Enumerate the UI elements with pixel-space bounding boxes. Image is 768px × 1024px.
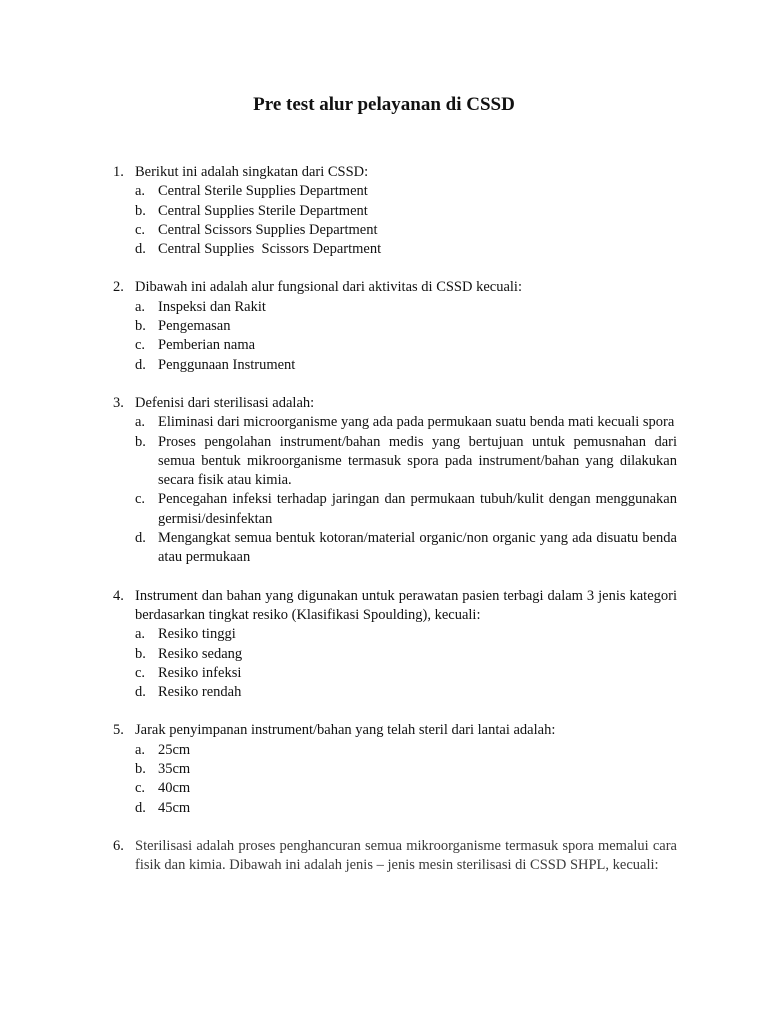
question-number: 6. [113,837,124,854]
option-letter: c. [135,337,146,354]
option-letter: b. [135,645,146,662]
document-title: Pre test alur pelayanan di CSSD [253,94,515,115]
option-item [135,779,677,798]
option-list [135,741,677,818]
option-text: Mengangkat semua bentuk kotoran/material organic/non organic yang ada disuatu benda atau permukaan [158,530,677,566]
option-letter: a. [135,183,146,200]
question-text: Dibawah ini adalah alur fungsional dari aktivitas di CSSD kecuali: [135,279,522,296]
option-list [135,298,677,375]
option-letter: b. [135,202,146,219]
option-item [135,298,677,317]
option-text: Resiko rendah [158,684,242,701]
option-text: 40cm [158,780,191,797]
option-item [135,490,677,529]
question-number: 3. [113,394,124,411]
option-letter: d. [135,530,146,547]
option-list [135,182,677,259]
option-item [135,799,677,818]
option-letter: d. [135,241,146,258]
option-list [135,413,677,567]
option-item [135,664,677,683]
option-text: Inspeksi dan Rakit [158,298,266,315]
question-item [113,587,677,703]
option-text: 45cm [158,799,191,816]
option-letter: c. [135,780,146,797]
option-item [135,221,677,240]
question-list [113,163,677,895]
option-letter: c. [135,221,146,238]
option-letter: a. [135,741,146,758]
option-item [135,413,677,432]
question-text: Berikut ini adalah singkatan dari CSSD: [135,164,369,180]
option-text: Pengemasan [158,318,231,335]
question-number: 2. [113,279,124,296]
option-text: Resiko sedang [158,645,243,662]
question-item [113,394,677,568]
option-text: Resiko tinggi [158,626,236,643]
question-item [113,721,677,817]
question-text: Sterilisasi adalah proses penghancuran semua mikroorganisme termasuk spora memalui cara fisik dan kimia. Dibawah ini adalah jenis – jenis mesin sterilisasi di CSSD SHPL, kecuali: [135,837,677,874]
option-text: Central Supplies Sterile Department [158,202,368,219]
option-letter: c. [135,664,146,681]
option-letter: c. [135,491,146,508]
option-text: Pemberian nama [158,337,256,354]
option-letter: b. [135,433,146,450]
option-text: Penggunaan Instrument [158,356,296,373]
question-number: 4. [113,587,124,604]
question-item [113,278,677,374]
option-item [135,336,677,355]
option-text: Eliminasi dari microorganisme yang ada pada permukaan suatu benda mati kecuali spora [158,414,675,431]
option-item [135,625,677,644]
option-text: Proses pengolahan instrument/bahan medis yang bertujuan untuk pemusnahan dari semua bentuk mikroorganisme termasuk spora pada instrument/bahan yang dilakukan secara fisik atau kimia. [158,433,677,489]
question-number: 5. [113,722,124,739]
question-text: Defenisi dari sterilisasi adalah: [135,394,315,411]
option-item [135,645,677,664]
question-text: Instrument dan bahan yang digunakan untuk perawatan pasien terbagi dalam 3 jenis kategori berdasarkan tingkat resiko (Klasifikasi Spoulding), kecuali: [135,587,677,623]
question-item [113,837,677,876]
option-item [135,317,677,336]
option-item [135,356,677,375]
question-number: 1. [113,164,124,180]
option-item [135,433,677,491]
question-item [113,163,677,259]
option-text: Central Sterile Supplies Department [158,183,368,200]
option-letter: d. [135,799,146,816]
question-text: Jarak penyimpanan instrument/bahan yang telah steril dari lantai adalah: [135,722,556,739]
option-text: Resiko infeksi [158,664,242,681]
option-item [135,182,677,201]
option-text: 25cm [158,741,191,758]
option-letter: d. [135,684,146,701]
option-letter: b. [135,761,146,778]
option-list [135,625,677,702]
option-text: Central Supplies Scissors Department [158,241,382,258]
option-item [135,202,677,221]
option-item [135,240,677,259]
option-letter: a. [135,298,146,315]
option-letter: a. [135,626,146,643]
option-item [135,529,677,568]
option-text: Pencegahan infeksi terhadap jaringan dan permukaan tubuh/kulit dengan menggunakan germisi/desinfektan [158,491,677,527]
option-text: 35cm [158,761,191,778]
option-item [135,683,677,702]
option-item [135,760,677,779]
option-letter: d. [135,356,146,373]
option-item [135,741,677,760]
option-letter: b. [135,318,146,335]
option-text: Central Scissors Supplies Department [158,221,378,238]
option-letter: a. [135,414,146,431]
